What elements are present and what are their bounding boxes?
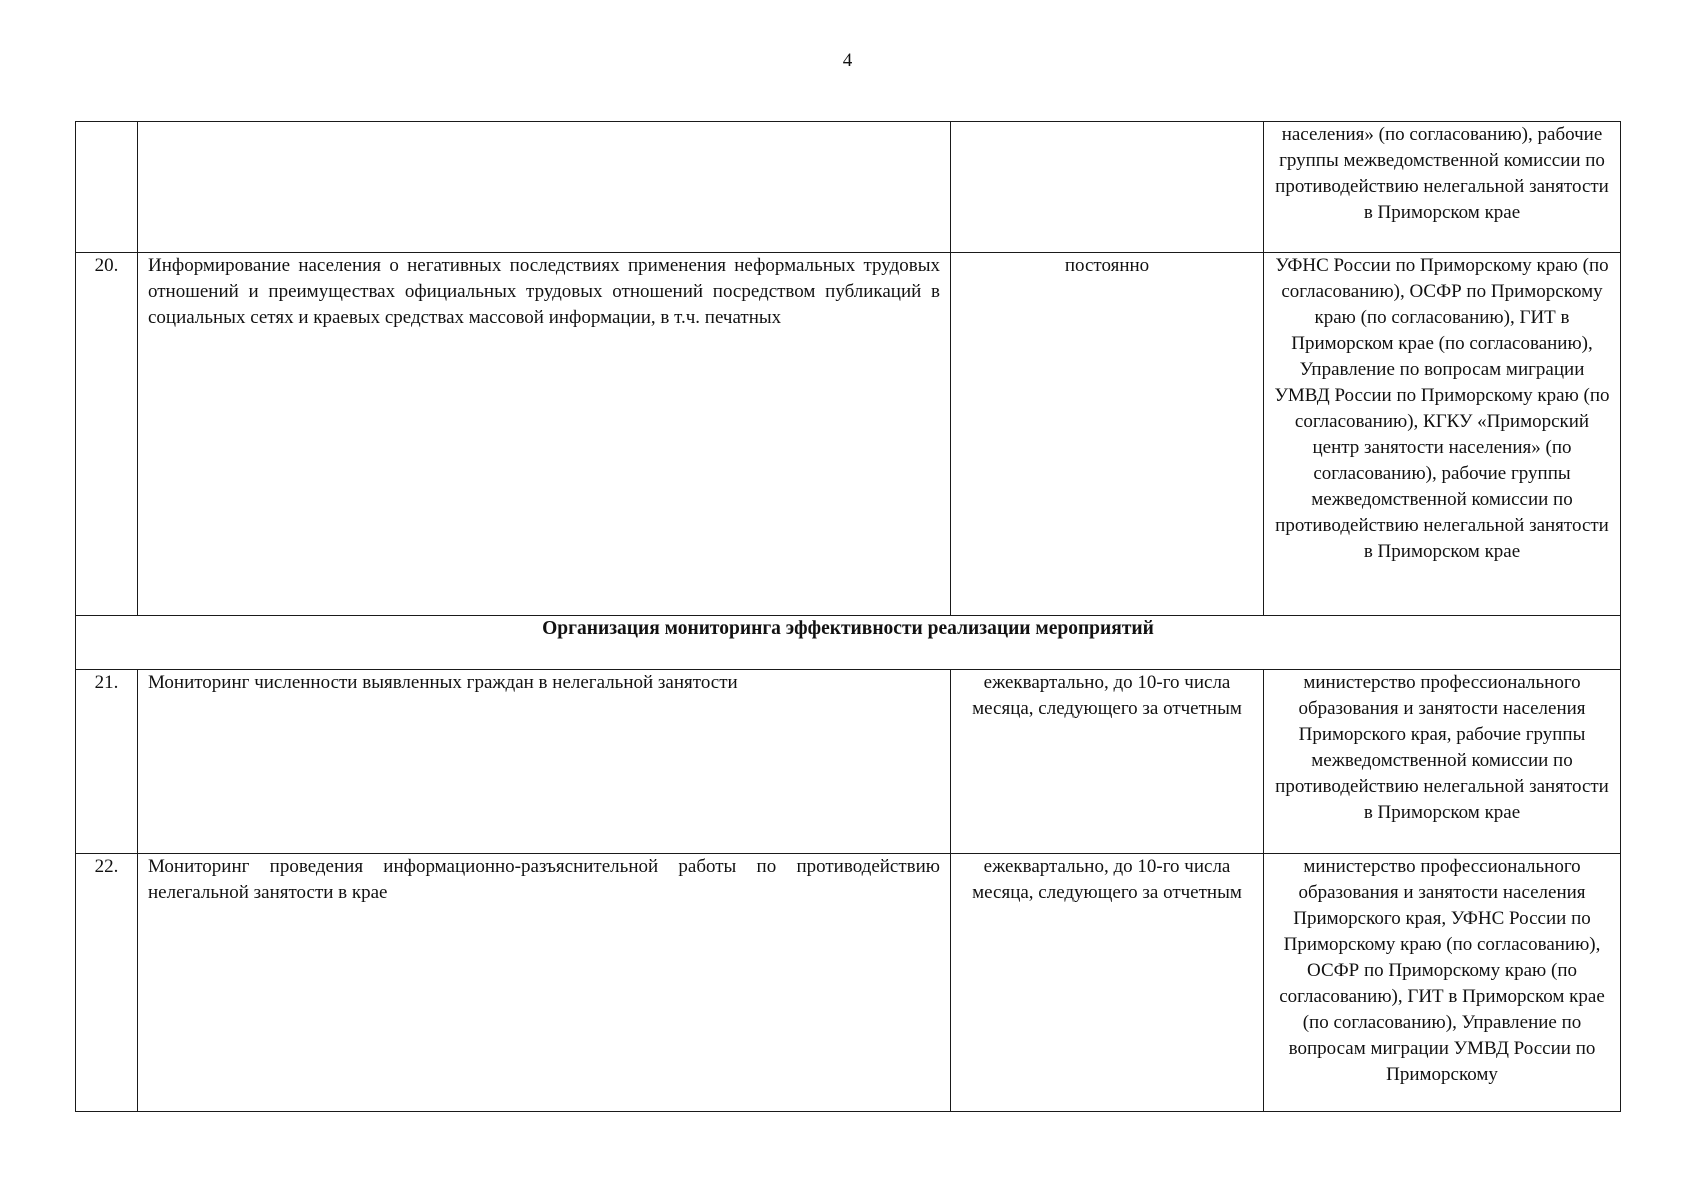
section-title: Организация мониторинга эффективности реализации мероприятий: [76, 616, 1621, 670]
row-number: 22.: [76, 854, 138, 1112]
row-description: Информирование населения о негативных последствиях применения неформальных трудовых отношений и преимуществах официальных трудовых отношений посредством публикаций в социальных сетях и краевых средствах массовой информации, в т.ч. печатных: [138, 253, 951, 616]
table-row-continuation: [76, 122, 1621, 253]
row-term: постоянно: [951, 253, 1264, 616]
row-description: Мониторинг численности выявленных граждан в нелегальной занятости: [138, 670, 951, 854]
row-number: 20.: [76, 253, 138, 616]
row-term: ежеквартально, до 10-го числа месяца, следующего за отчетным: [951, 854, 1264, 1112]
row-number: [76, 122, 138, 253]
row-number: 21.: [76, 670, 138, 854]
table-row-21: [76, 670, 1621, 854]
table-row-20: [76, 253, 1621, 616]
measures-table: [75, 121, 1621, 1112]
row-description: [138, 122, 951, 253]
page-number: 4: [842, 50, 853, 71]
row-responsible: населения» (по согласованию), рабочие группы межведомственной комиссии по противодействию нелегальной занятости в Приморском крае: [1264, 122, 1621, 253]
section-header-row: [76, 616, 1621, 670]
row-term: ежеквартально, до 10-го числа месяца, следующего за отчетным: [951, 670, 1264, 854]
row-responsible: министерство профессионального образования и занятости населения Приморского края, УФНС России по Приморскому краю (по согласованию), ОСФР по Приморскому краю (по согласованию), ГИТ в Приморском крае (по согласованию), Управление по вопросам миграции УМВД России по Приморскому: [1264, 854, 1621, 1112]
row-description: Мониторинг проведения информационно-разъяснительной работы по противодействию нелегальной занятости в крае: [138, 854, 951, 1112]
row-responsible: министерство профессионального образования и занятости населения Приморского края, рабочие группы межведомственной комиссии по противодействию нелегальной занятости в Приморском крае: [1264, 670, 1621, 854]
table-row-22: [76, 854, 1621, 1112]
row-responsible: УФНС России по Приморскому краю (по согласованию), ОСФР по Приморскому краю (по согласованию), ГИТ в Приморском крае (по согласованию), Управление по вопросам миграции УМВД России по Приморскому краю (по согласованию), КГКУ «Приморский центр занятости населения» (по согласованию), рабочие группы межведомственной комиссии по противодействию нелегальной занятости в Приморском крае: [1264, 253, 1621, 616]
row-term: [951, 122, 1264, 253]
